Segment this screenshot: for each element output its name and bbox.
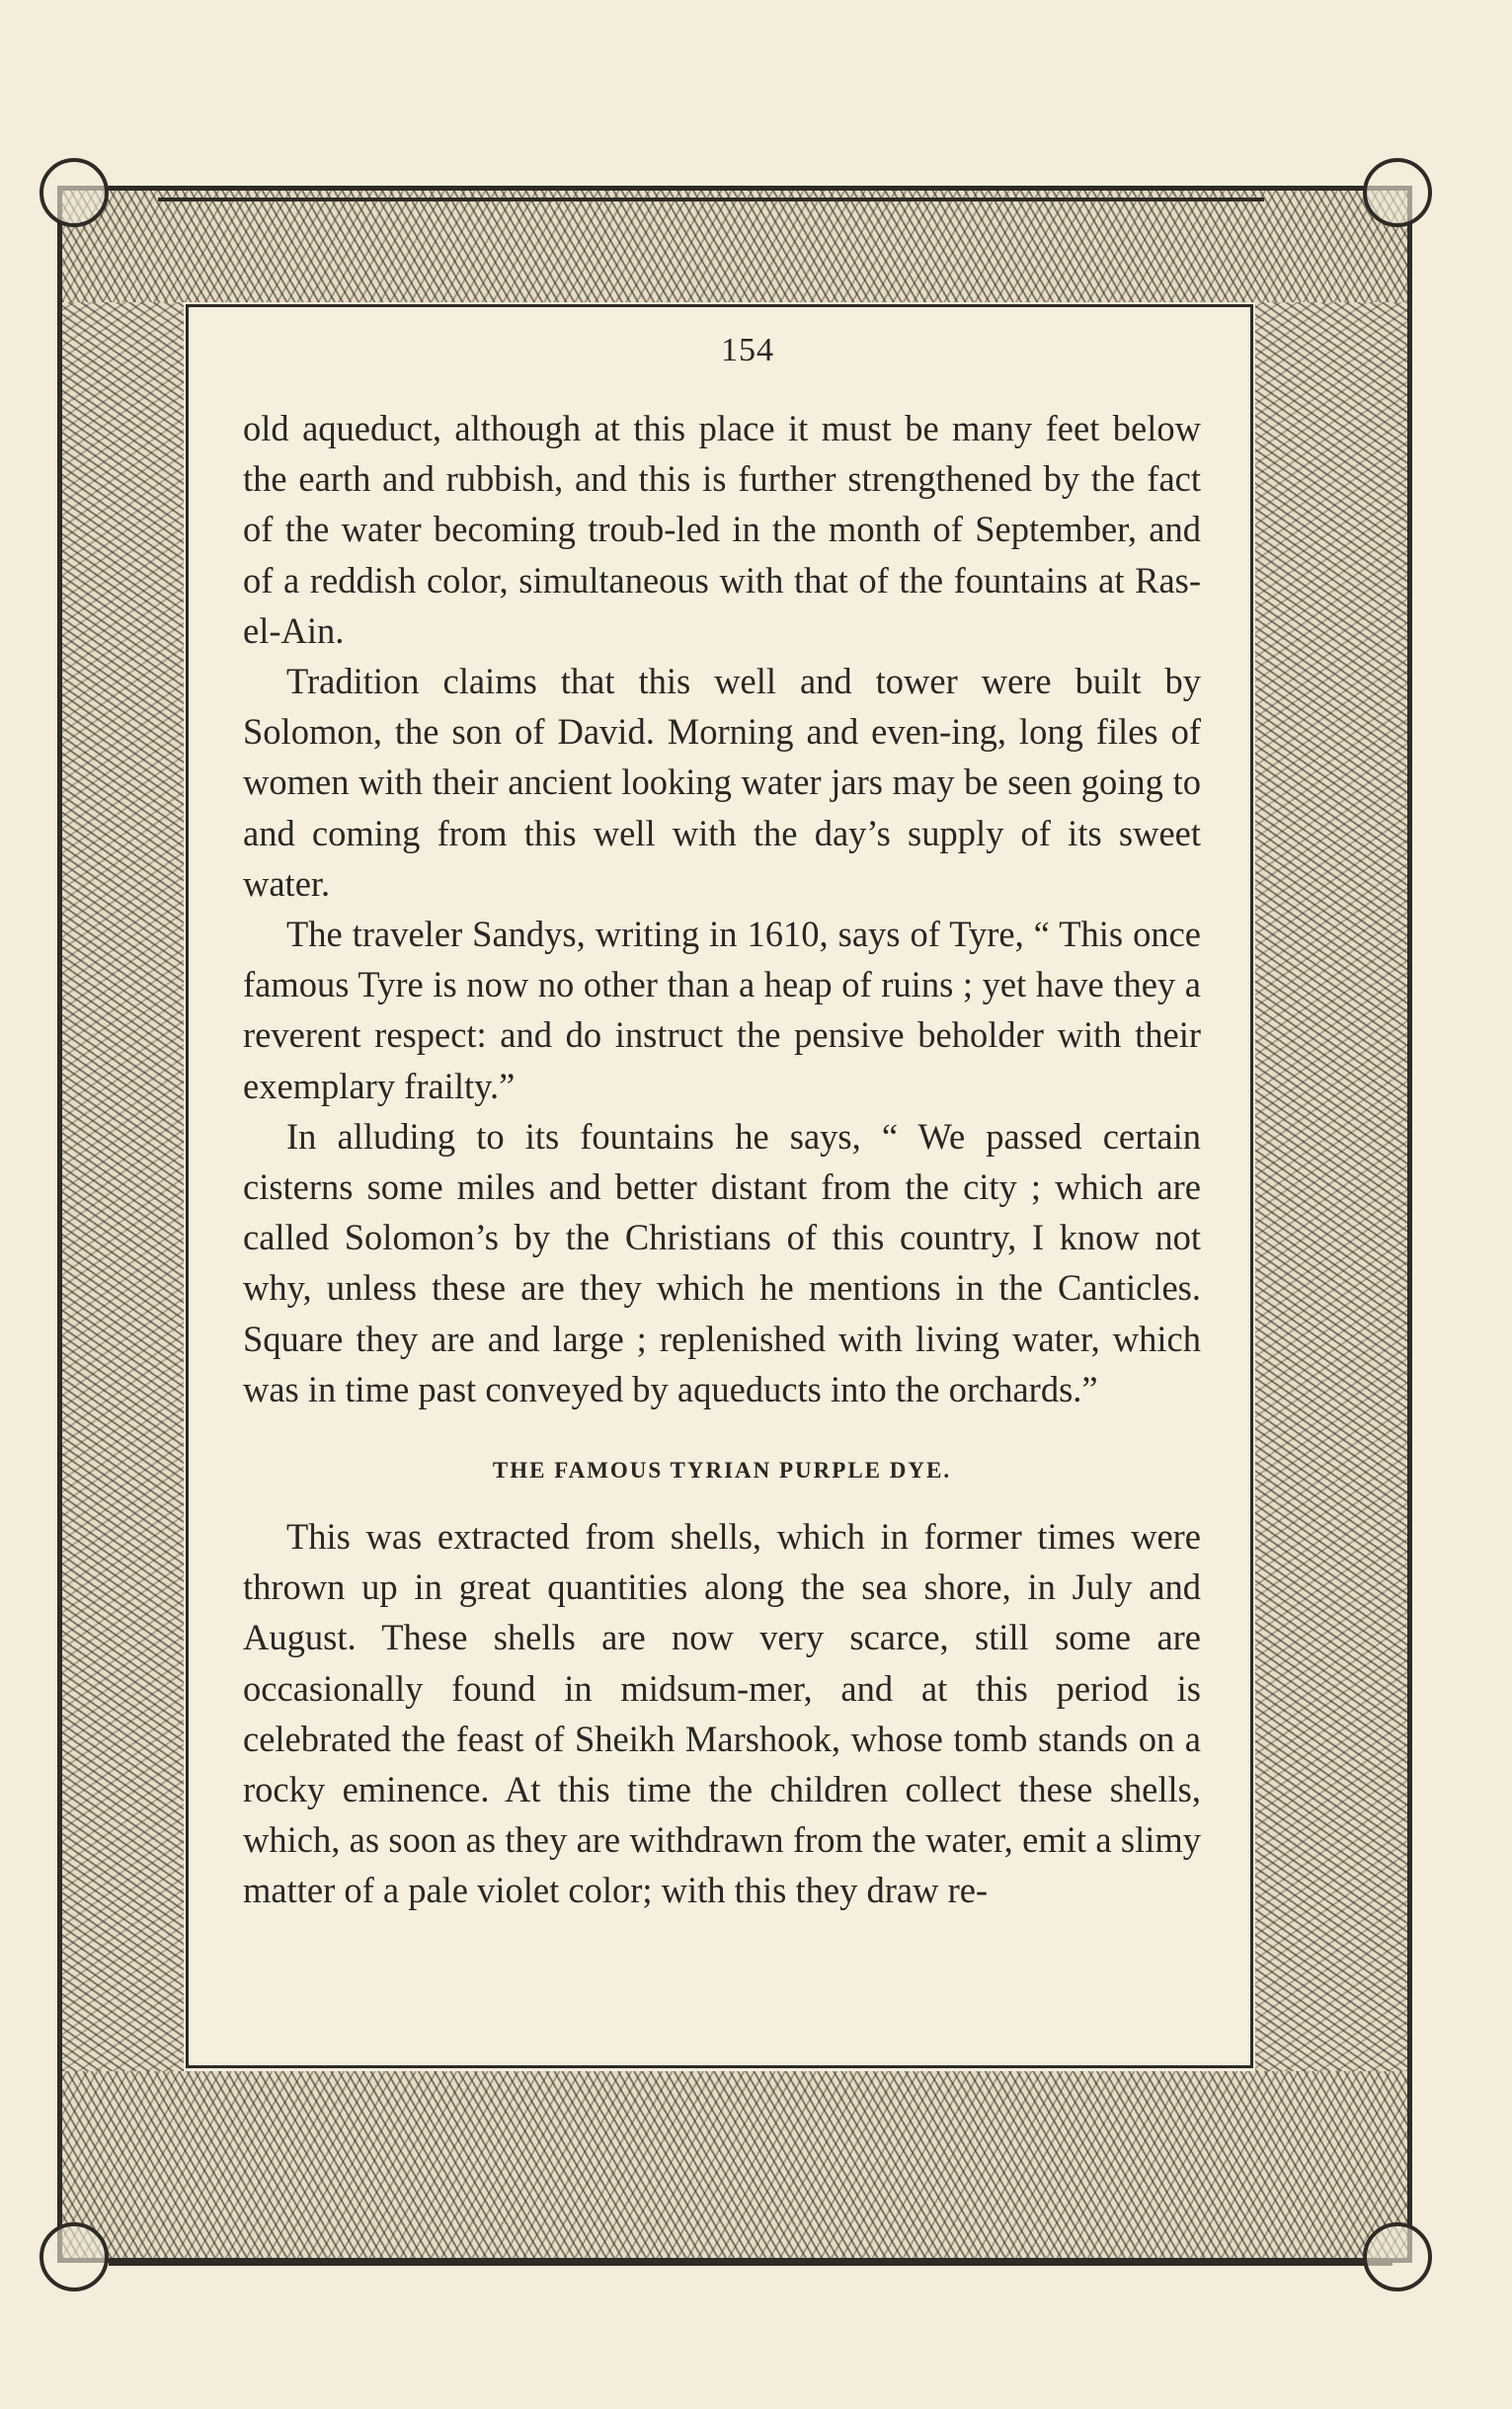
paragraph-purple-dye: This was extracted from shells, which in former times were thrown up in great quantities along the sea shore, in July and August. These shells are now very scarce, still some are occasionally found in midsum-mer, and at this period is celebrated the feast of Sheikh Marshook, whose tomb stands on a rocky eminence. At this time the children collect these shells, which, as soon as they are withdrawn from the water, emit a slimy matter of a pale violet color; with this they draw re- xyxy=(243,1516,1201,1911)
paragraph-sandys: The traveler Sandys, writing in 1610, says of Tyre, “ This once famous Tyre is now no other than a heap of ruins ; yet have they a reverent respect: and do instruct the pensive beholder with their exemplary frailty.” xyxy=(243,914,1201,1106)
corner-knot-top-right xyxy=(1363,158,1432,227)
corner-knot-top-left xyxy=(40,158,109,227)
paragraph-aqueduct: old aqueduct, although at this place it must be many feet below the earth and rubbish, and this is further strengthened by the fact of the water becoming troub-led in the month of September, and of a reddish color, simultaneous with that of the fountains at Ras-el-Ain. xyxy=(243,408,1201,651)
corner-knot-bottom-right xyxy=(1363,2222,1432,2291)
page-number: 154 xyxy=(721,332,774,368)
section-heading: THE FAMOUS TYRIAN PURPLE DYE. xyxy=(492,1458,952,1484)
paragraph-tradition: Tradition claims that this well and tower were built by Solomon, the son of David. Morning and even-ing, long files of women with their ancient looking water jars may be seen going to and coming from this well with the day’s supply of its sweet water. xyxy=(243,661,1201,904)
page-text xyxy=(243,326,1201,1916)
paragraph-fountains: In alluding to its fountains he says, “ We passed certain cisterns some miles and better distant from the city ; which are called Solomon’s by the Christians of this country, I know not why, unless these are they which he mentions in the Canticles. Square they are and large ; replenished with living water, which was in time past conveyed by aqueducts into the orchards.” xyxy=(243,1115,1201,1409)
bottom-rule-line xyxy=(109,2262,1393,2266)
top-rule-line xyxy=(158,198,1264,201)
corner-knot-bottom-left xyxy=(40,2222,109,2291)
